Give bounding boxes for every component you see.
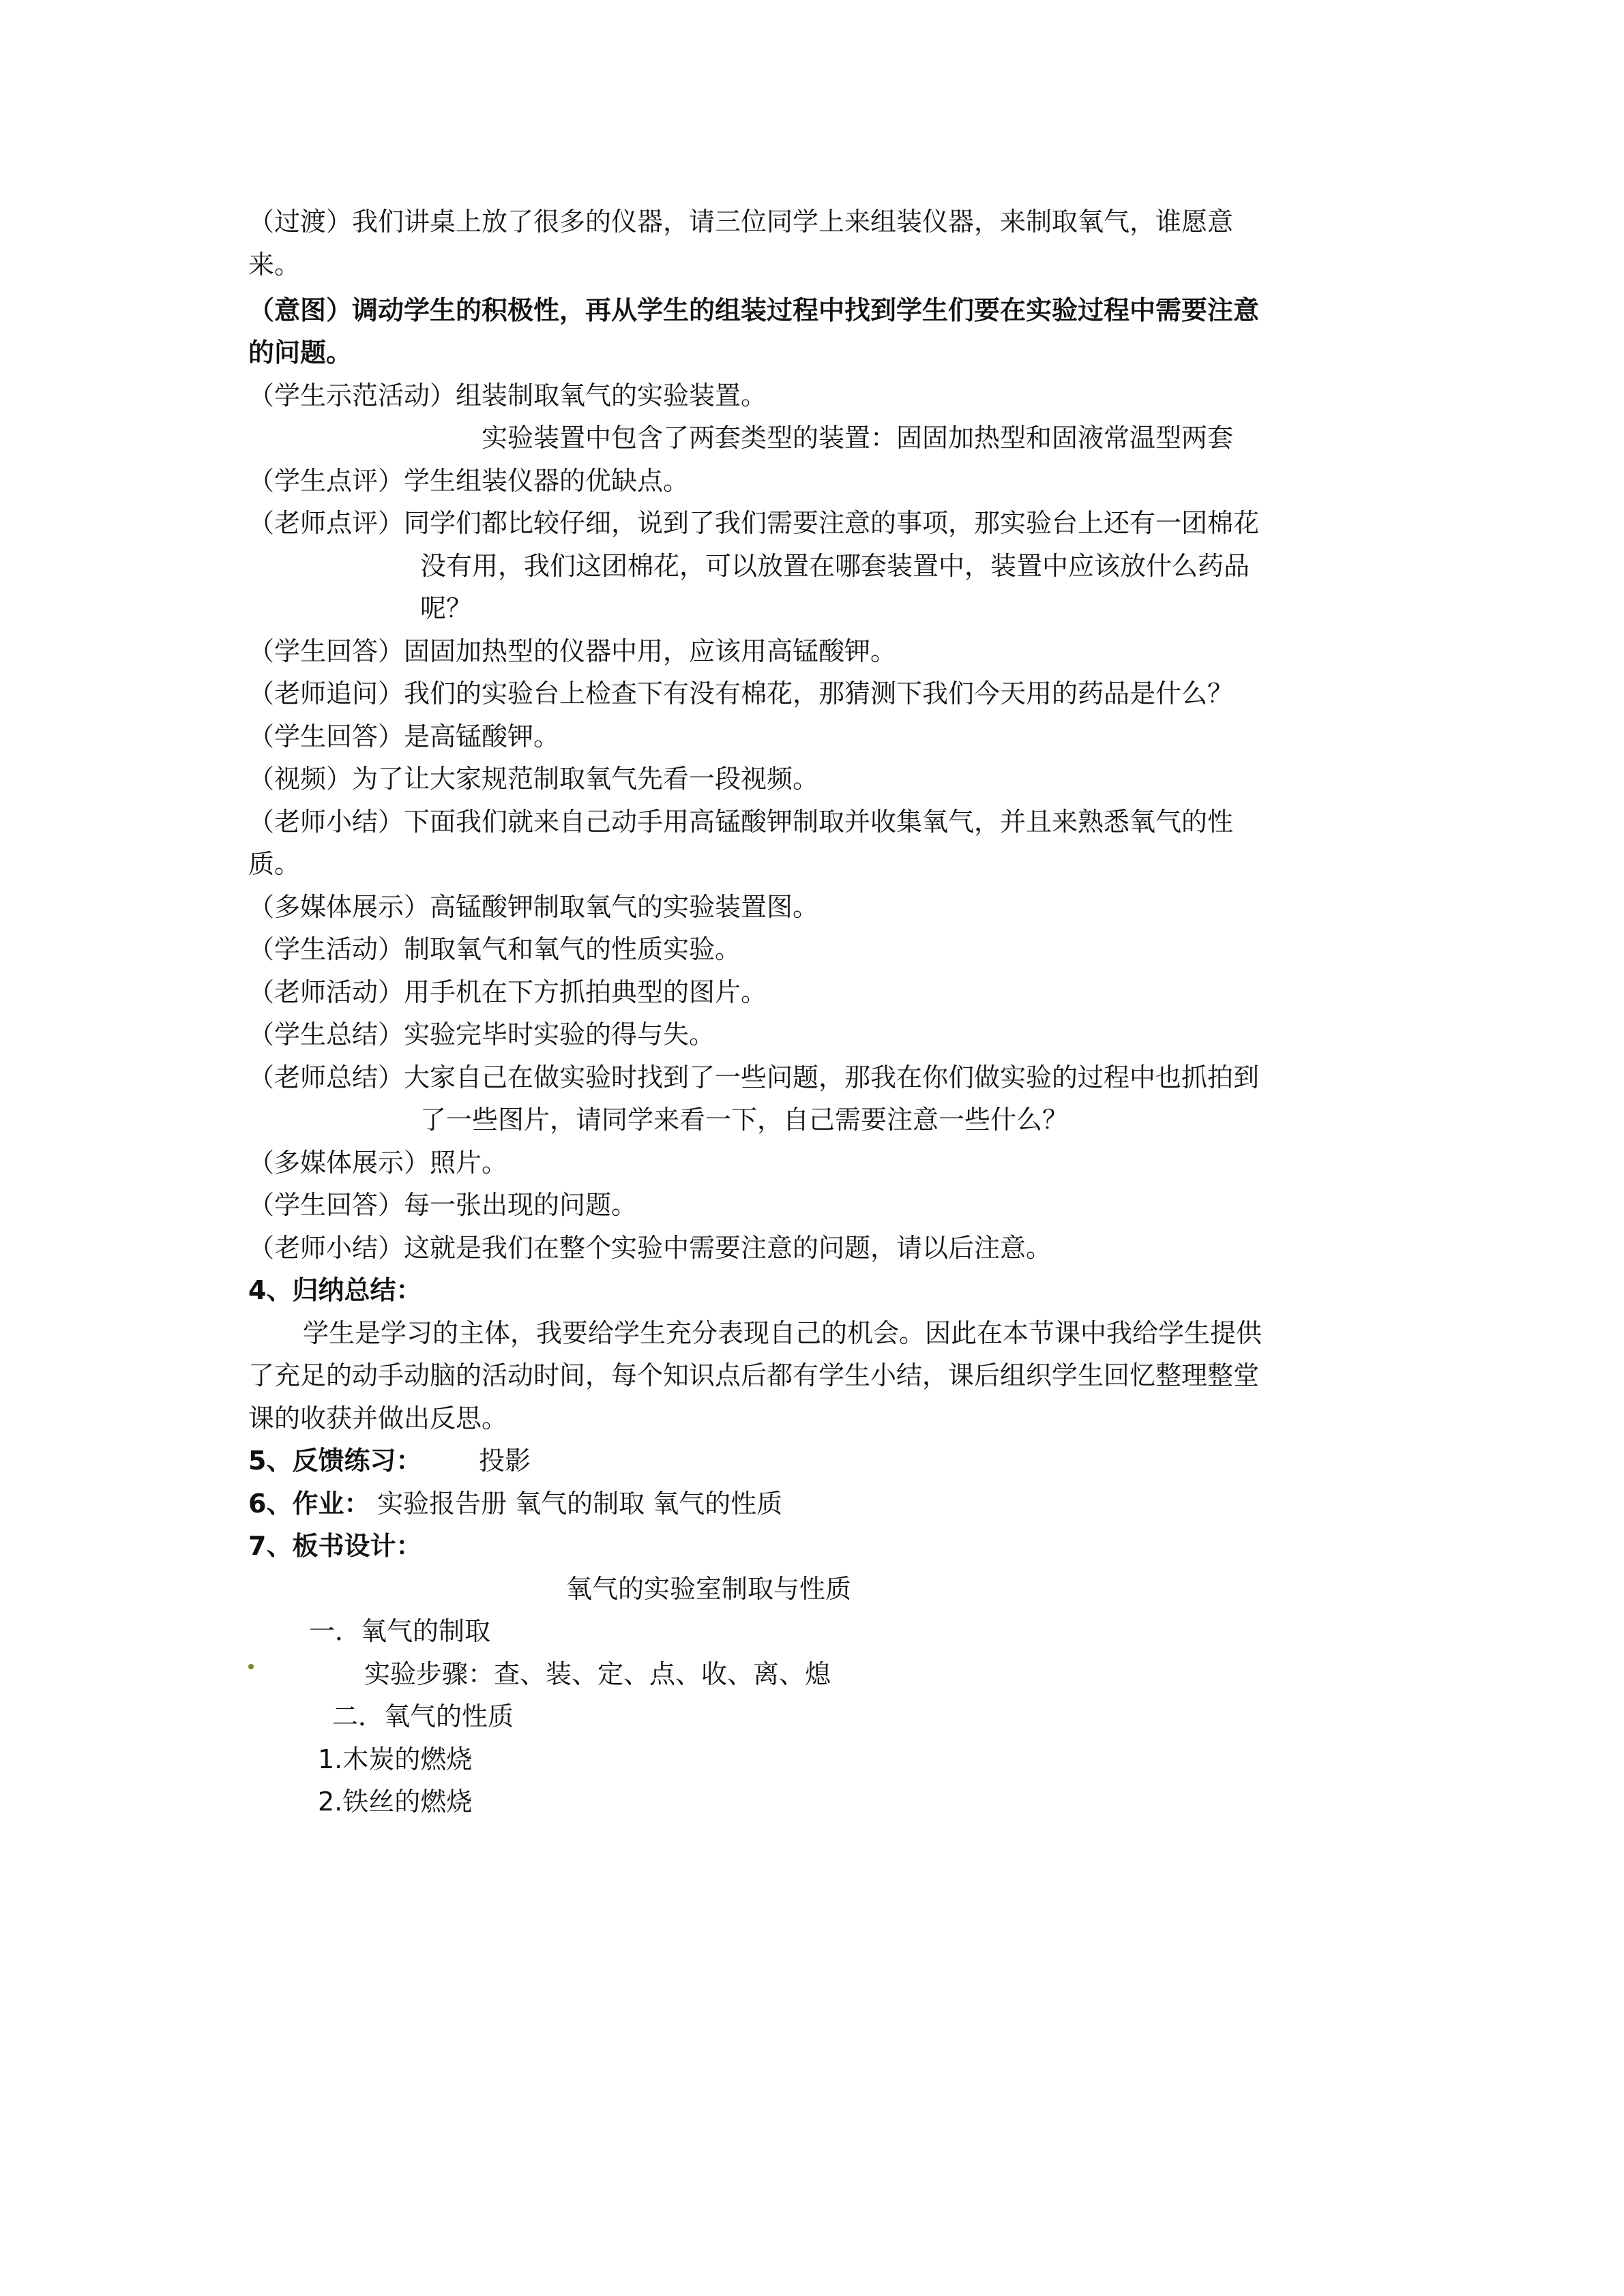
section-heading: 5、反馈练习：	[248, 1446, 422, 1476]
margin-dot-mark	[248, 1664, 254, 1669]
section-heading: 6、作业：	[248, 1489, 370, 1519]
text-line: （学生总结）实验完毕时实验的得与失。	[248, 1019, 715, 1049]
text-line: 投影	[479, 1446, 531, 1476]
text-line: 实验装置中包含了两套类型的装置：固固加热型和固液常温型两套	[482, 423, 1234, 453]
text-line: （学生回答）是高锰酸钾。	[248, 721, 560, 751]
text-line: （多媒体展示）照片。	[248, 1148, 508, 1178]
text-line: 没有用，我们这团棉花，可以放置在哪套装置中，装置中应该放什么药品	[420, 551, 1250, 581]
text-line: 质。	[248, 849, 301, 879]
text-line: （老师追问）我们的实验台上检查下有没有棉花，那猜测下我们今天用的药品是什么？	[248, 679, 1234, 709]
text-line: （老师小结）下面我们就来自己动手用高锰酸钾制取并收集氧气，并且来熟悉氧气的性	[248, 807, 1234, 837]
text-line: 呢？	[420, 593, 473, 623]
board-title: 氧气的实验室制取与性质	[566, 1574, 852, 1604]
text-line-bold: （意图）调动学生的积极性，再从学生的组装过程中找到学生们要在实验过程中需要注意	[248, 295, 1260, 325]
text-line: （老师总结）大家自己在做实验时找到了一些问题，那我在你们做实验的过程中也抓拍到	[248, 1062, 1260, 1092]
text-line: （学生活动）制取氧气和氧气的性质实验。	[248, 934, 741, 964]
text-line: 了充足的动手动脑的活动时间，每个知识点后都有学生小结，课后组织学生回忆整理整堂	[248, 1360, 1260, 1390]
text-line: （老师小结）这就是我们在整个实验中需要注意的问题，请以后注意。	[248, 1233, 1052, 1263]
text-line: 课的收获并做出反思。	[248, 1403, 508, 1433]
text-line: 1.木炭的燃烧	[318, 1744, 473, 1774]
text-line: 一．氧气的制取	[309, 1616, 491, 1646]
text-line: 学生是学习的主体，我要给学生充分表现自己的机会。因此在本节课中我给学生提供	[303, 1318, 1263, 1348]
text-line: （多媒体展示）高锰酸钾制取氧气的实验装置图。	[248, 892, 819, 922]
text-line-bold: 的问题。	[248, 338, 353, 368]
text-line: （老师点评）同学们都比较仔细，说到了我们需要注意的事项，那实验台上还有一团棉花	[248, 508, 1260, 538]
text-line: （学生点评）学生组装仪器的优缺点。	[248, 466, 690, 496]
text-line: （学生示范活动）组装制取氧气的实验装置。	[248, 381, 767, 411]
text-line: （过渡）我们讲桌上放了很多的仪器，请三位同学上来组装仪器，来制取氧气，谁愿意	[248, 207, 1234, 237]
text-line: （老师活动）用手机在下方抓拍典型的图片。	[248, 977, 767, 1007]
section-heading: 7、板书设计：	[248, 1531, 422, 1561]
text-line: 2.铁丝的燃烧	[318, 1787, 473, 1817]
text-line: 了一些图片，请同学来看一下，自己需要注意一些什么？	[420, 1105, 1069, 1135]
text-line: 实验报告册 氧气的制取 氧气的性质	[377, 1489, 783, 1519]
text-line: 实验步骤：查、装、定、点、收、离、熄	[364, 1659, 831, 1689]
text-line: 来。	[248, 250, 301, 280]
text-line: （学生回答）每一张出现的问题。	[248, 1190, 638, 1220]
section-heading: 4、归纳总结：	[248, 1275, 422, 1305]
text-line: （视频）为了让大家规范制取氧气先看一段视频。	[248, 764, 819, 794]
text-line: （学生回答）固固加热型的仪器中用，应该用高锰酸钾。	[248, 636, 897, 666]
text-line: 二．氧气的性质	[332, 1701, 514, 1731]
